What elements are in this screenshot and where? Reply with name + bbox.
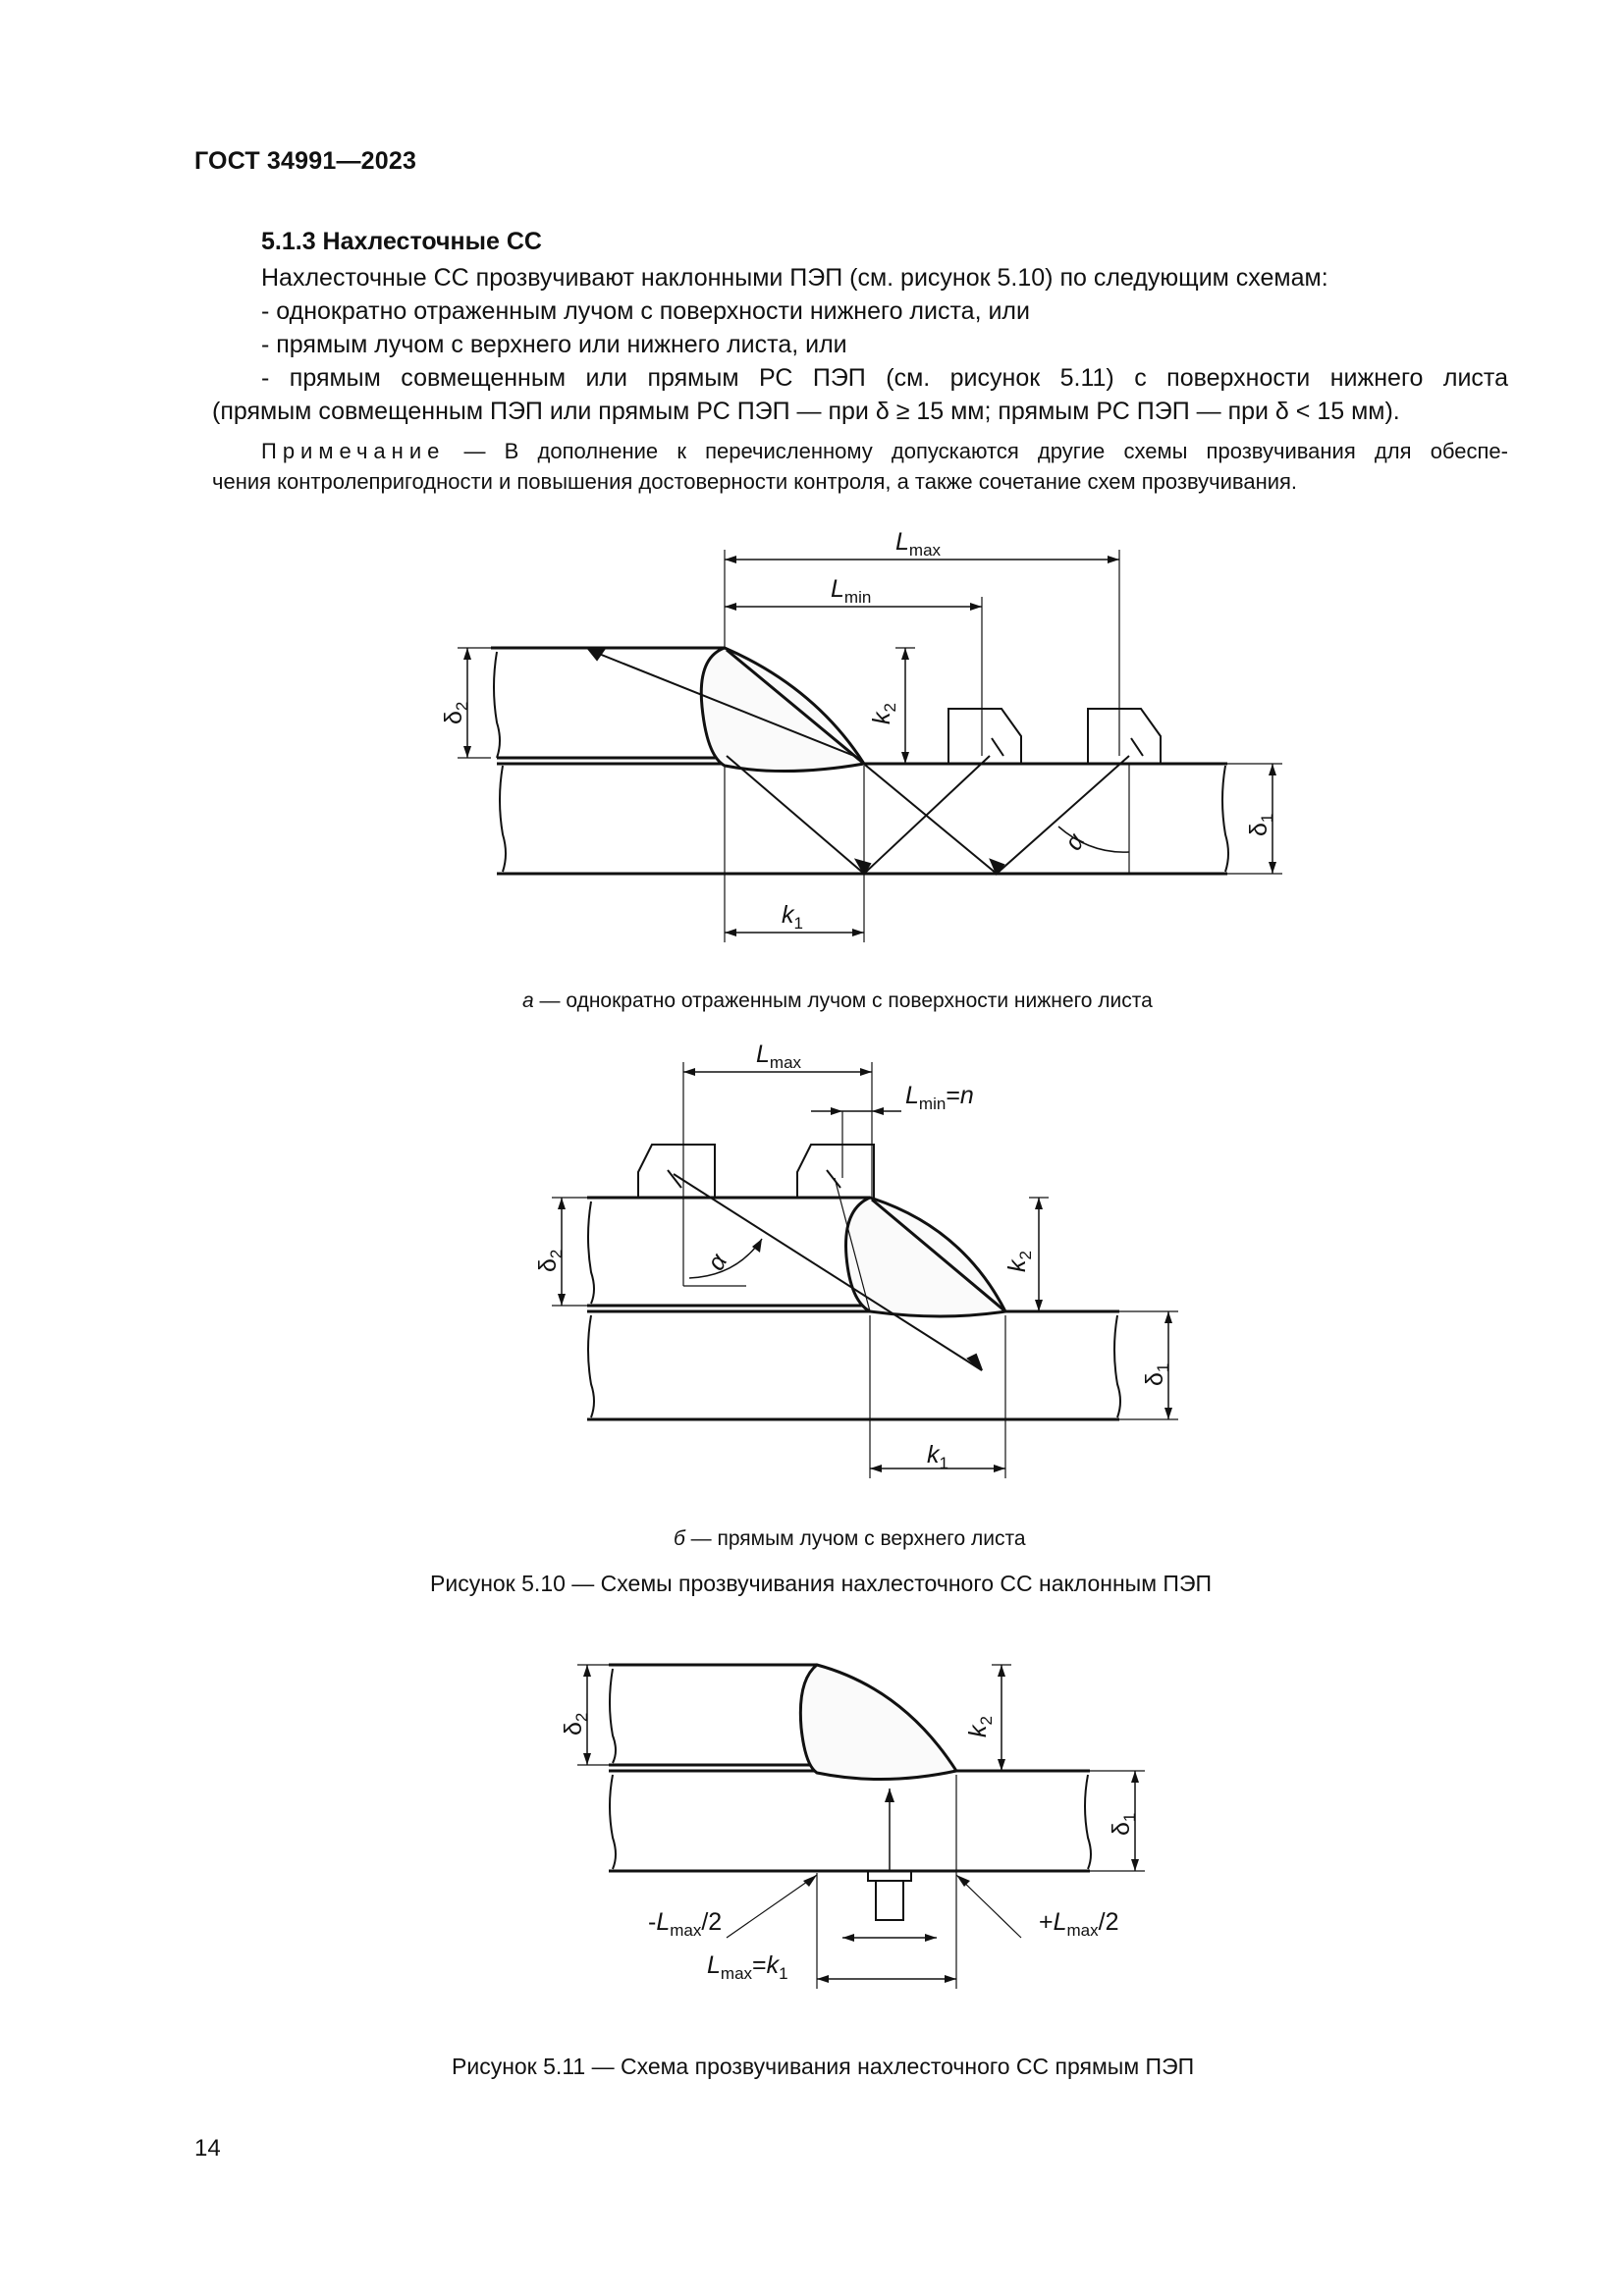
- fig-511-lmax-eq-k1-label: $L_{max}=k_1$: [707, 1951, 788, 1983]
- section-line-1: Нахлесточные СС прозвучивают наклонными ПЭП (см. рисунок 5.10) по следующим схемам:: [261, 264, 1328, 292]
- figure-5-11-caption: Рисунок 5.11 — Схема прозвучивания нахлесточного СС прямым ПЭП: [452, 2054, 1195, 2079]
- fig-a-delta2-label: $\delta_2$: [440, 701, 471, 724]
- fig-b-lmin-n-label: $L_{min}=n$: [905, 1082, 974, 1113]
- section-title: 5.1.3 Нахлесточные СС: [261, 228, 542, 255]
- section-line-2: - однократно отраженным лучом с поверхности нижнего листа, или: [261, 297, 1030, 325]
- fig-b-delta1-label: $\delta_1$: [1141, 1362, 1172, 1386]
- fig-a-k1-label: $k_1$: [782, 901, 803, 933]
- note-text-1: — В дополнение к перечисленному допускаются другие схемы прозвучивания для обеспе-: [445, 439, 1508, 463]
- document-header: ГОСТ 34991—2023: [194, 147, 417, 175]
- fig-a-k2-label: $k_2$: [868, 703, 899, 724]
- page-number: 14: [194, 2135, 221, 2162]
- fig-a-delta1-label: $\delta_1$: [1245, 813, 1276, 836]
- fig-a-lmin-label: $L_{min}$: [831, 575, 872, 607]
- figure-5-10-a-diagram: [458, 550, 1282, 942]
- section-line-3: - прямым лучом с верхнего или нижнего листа, или: [261, 331, 847, 358]
- fig-b-delta2-label: $\delta_2$: [534, 1249, 566, 1272]
- fig-b-k1-label: $k_1$: [927, 1441, 948, 1472]
- figure-5-10-a-caption: [522, 989, 1153, 1013]
- figure-5-11-diagram: [577, 1665, 1145, 1989]
- fig-511-minus-lmax-half-label: $-L_{max}/2$: [648, 1908, 723, 1940]
- fig-511-delta2-label: $\delta_2$: [560, 1712, 591, 1735]
- figure-5-10-caption: Рисунок 5.10 — Схемы прозвучивания нахлесточного СС наклонным ПЭП: [430, 1571, 1213, 1596]
- fig-a-lmax-label: $L_{max}$: [895, 528, 942, 560]
- section-line-4: - прямым совмещенным или прямым РС ПЭП (см. рисунок 5.11) с поверхности нижнего листа: [261, 364, 1508, 392]
- fig-511-plus-lmax-half-label: $+L_{max}/2$: [1039, 1908, 1119, 1940]
- fig-b-alpha-label: α: [701, 1249, 733, 1275]
- fig-b-lmax-label: $L_{max}$: [756, 1041, 802, 1072]
- figure-5-10-b-caption: [674, 1527, 1026, 1551]
- fig-511-k2-label: $k_2$: [964, 1716, 996, 1737]
- note-label: Примечание: [261, 439, 446, 463]
- sub-text-b: — прямым лучом с верхнего листа: [684, 1527, 1026, 1550]
- fig-a-alpha-label: α: [1058, 828, 1091, 855]
- fig-b-k2-label: $k_2$: [1003, 1251, 1035, 1272]
- fig-511-delta1-label: $\delta_1$: [1108, 1812, 1139, 1836]
- sub-text-a: — однократно отраженным лучом с поверхности нижнего листа: [533, 989, 1153, 1012]
- sub-letter-b: б: [674, 1527, 685, 1550]
- figure-5-10-b-diagram: [552, 1062, 1178, 1478]
- section-line-5: (прямым совмещенным ПЭП или прямым РС ПЭП — при δ ≥ 15 мм; прямым РС ПЭП — при δ < 15 мм).: [212, 398, 1400, 425]
- sub-letter-a: а: [522, 989, 534, 1012]
- note-line-2: чения контролепригодности и повышения достоверности контроля, а также сочетание схем прозвучивания.: [212, 469, 1298, 494]
